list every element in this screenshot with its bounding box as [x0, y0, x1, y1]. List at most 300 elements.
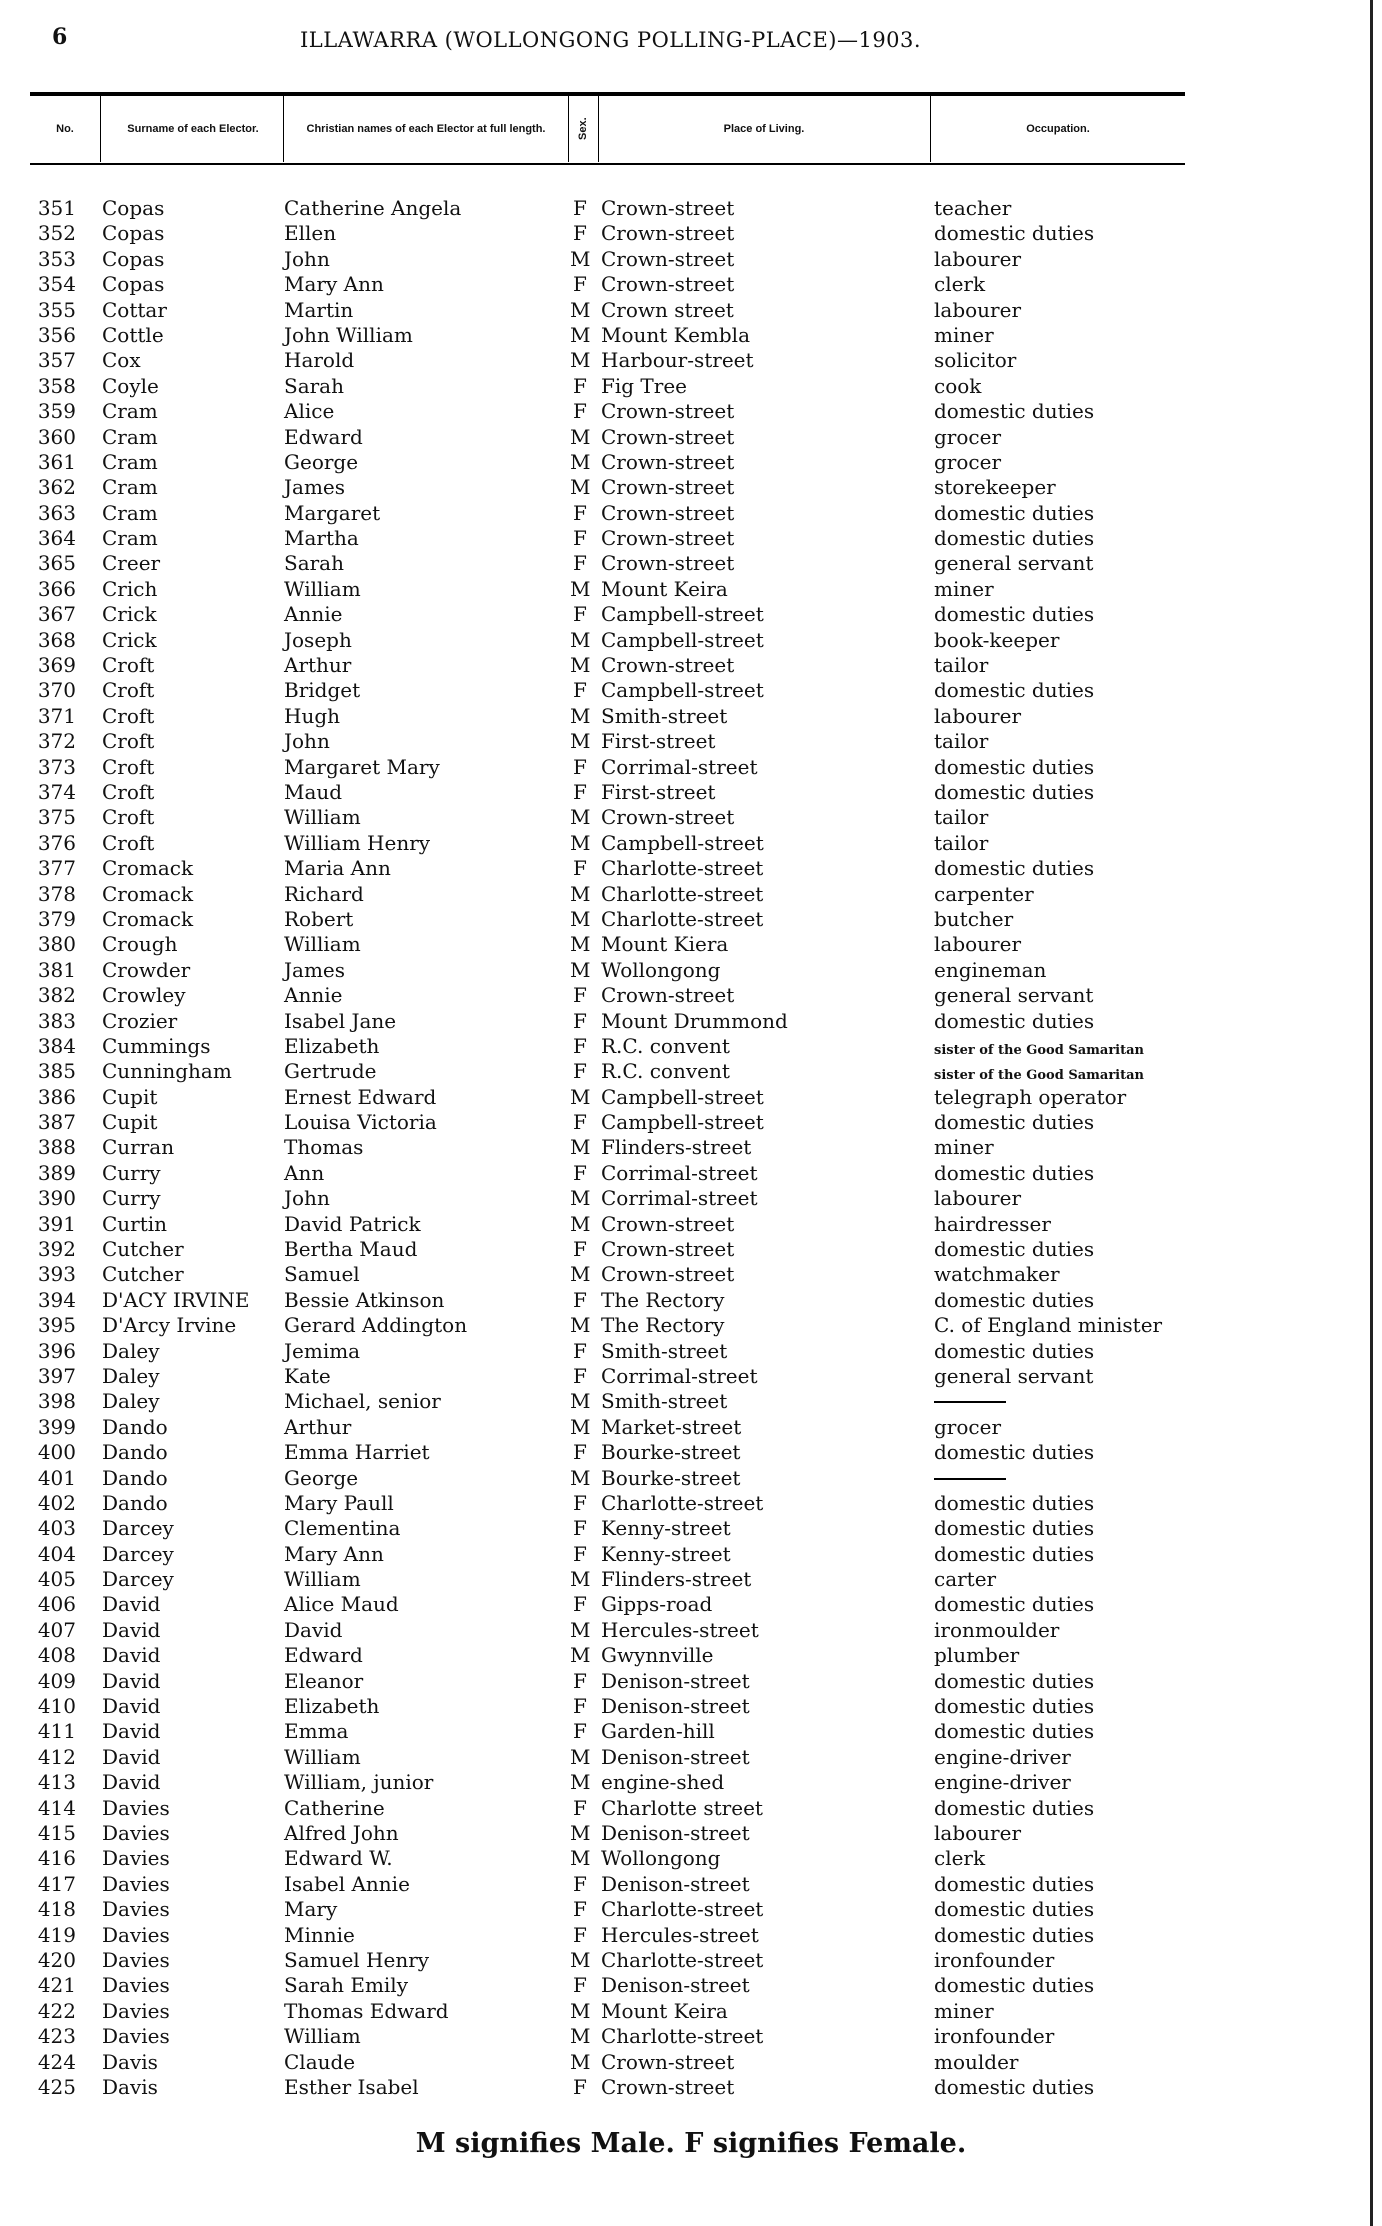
place-of-living-cell: Campbell-street	[601, 1084, 764, 1109]
sex-cell: M	[570, 1135, 591, 1160]
place-of-living-cell: R.C. convent	[601, 1033, 730, 1058]
sex-cell: F	[573, 779, 587, 804]
christian-names-cell: Edward	[284, 424, 363, 449]
occupation-dash	[934, 1478, 1006, 1480]
table-row	[0, 1618, 1382, 1643]
christian-names-cell: Louisa Victoria	[284, 1110, 437, 1135]
place-of-living-cell: Mount Keira	[601, 1998, 728, 2023]
sex-cell: F	[573, 1059, 587, 1084]
elector-number: 366	[37, 576, 76, 601]
table-row	[0, 526, 1382, 551]
surname-cell: Croft	[102, 729, 155, 754]
sex-cell: F	[573, 1033, 587, 1058]
christian-names-cell: Sarah	[284, 373, 344, 398]
table-row	[0, 653, 1382, 678]
table-row	[0, 1923, 1382, 1948]
christian-names-cell: George	[284, 1465, 359, 1490]
elector-number: 359	[37, 399, 76, 424]
occupation-cell: book-keeper	[934, 627, 1060, 652]
christian-names-cell: Margaret	[284, 500, 381, 525]
table-row	[0, 729, 1382, 754]
occupation-cell: domestic duties	[934, 1237, 1095, 1262]
sex-cell: F	[573, 1694, 587, 1719]
surname-cell: Crick	[102, 627, 157, 652]
surname-cell: Daley	[102, 1338, 160, 1363]
table-row	[0, 1135, 1382, 1160]
elector-number: 364	[37, 526, 76, 551]
place-of-living-cell: Wollongong	[601, 957, 721, 982]
occupation-cell: ironfounder	[934, 2024, 1055, 2049]
surname-cell: Croft	[102, 653, 155, 678]
occupation-cell: tailor	[934, 653, 989, 678]
place-of-living-cell: Charlotte-street	[601, 1897, 764, 1922]
christian-names-cell: Michael, senior	[284, 1389, 441, 1414]
elector-number: 389	[37, 1160, 76, 1185]
elector-number: 370	[37, 678, 76, 703]
surname-cell: Crough	[102, 932, 178, 957]
sex-cell: F	[573, 1160, 587, 1185]
table-row	[0, 1212, 1382, 1237]
surname-cell: Darcey	[102, 1567, 174, 1592]
place-of-living-cell: Charlotte-street	[601, 906, 764, 931]
occupation-cell: cook	[934, 373, 982, 398]
elector-number: 423	[37, 2024, 76, 2049]
table-row	[0, 1237, 1382, 1262]
occupation-cell: domestic duties	[934, 1922, 1095, 1947]
table-row	[0, 1415, 1382, 1440]
elector-number: 383	[37, 1008, 76, 1033]
occupation-cell: C. of England minister	[934, 1313, 1163, 1338]
christian-names-cell: James	[284, 957, 346, 982]
sex-cell: F	[573, 1363, 587, 1388]
elector-number: 374	[37, 779, 76, 804]
occupation-cell: domestic duties	[934, 399, 1095, 424]
elector-number: 420	[37, 1947, 76, 1972]
elector-number: 356	[37, 322, 76, 347]
elector-number: 418	[37, 1897, 76, 1922]
table-row	[0, 1796, 1382, 1821]
elector-number: 400	[37, 1440, 76, 1465]
surname-cell: Davies	[102, 1922, 170, 1947]
elector-number: 417	[37, 1871, 76, 1896]
christian-names-cell: Bessie Atkinson	[284, 1287, 445, 1312]
header-bottom-rule	[30, 163, 1185, 165]
page-title: ILLAWARRA (WOLLONGONG POLLING-PLACE)—1903.	[300, 28, 922, 52]
place-of-living-cell: Corrimal-street	[601, 1363, 758, 1388]
surname-cell: Davies	[102, 1897, 170, 1922]
occupation-cell: sister of the Good Samaritan	[934, 1042, 1144, 1058]
sex-cell: M	[570, 653, 591, 678]
place-of-living-cell: Crown-street	[601, 1237, 735, 1262]
header-place-of-living: Place of Living.	[723, 123, 805, 135]
place-of-living-cell: Smith-street	[601, 1338, 728, 1363]
table-row	[0, 602, 1382, 627]
table-row	[0, 1389, 1382, 1414]
surname-cell: Crick	[102, 602, 157, 627]
christian-names-cell: Maud	[284, 779, 343, 804]
surname-cell: Cottar	[102, 297, 167, 322]
table-row	[0, 1262, 1382, 1287]
elector-number: 353	[37, 246, 76, 271]
table-row	[0, 1110, 1382, 1135]
elector-number: 414	[37, 1795, 76, 1820]
place-of-living-cell: Mount Kiera	[601, 932, 729, 957]
sex-cell: M	[570, 1821, 591, 1845]
surname-cell: Cram	[102, 475, 158, 500]
table-row	[0, 1288, 1382, 1313]
occupation-cell: domestic duties	[934, 1897, 1095, 1922]
elector-number: 377	[37, 856, 76, 881]
occupation-cell: carpenter	[934, 881, 1034, 906]
sex-cell: M	[570, 805, 591, 830]
table-row	[0, 1491, 1382, 1516]
sex-cell: M	[570, 424, 591, 449]
surname-cell: D'ACY IRVINE	[102, 1287, 250, 1312]
elector-number: 402	[37, 1490, 76, 1515]
surname-cell: David	[102, 1643, 161, 1668]
table-row	[0, 983, 1382, 1008]
occupation-cell: miner	[934, 322, 994, 347]
occupation-cell: solicitor	[934, 348, 1017, 373]
table-row	[0, 755, 1382, 780]
elector-number: 394	[37, 1287, 76, 1312]
elector-number: 384	[37, 1033, 76, 1058]
sex-cell: F	[573, 1871, 587, 1896]
christian-names-cell: James	[284, 475, 346, 500]
sex-cell: M	[570, 1262, 591, 1287]
sex-cell: M	[570, 703, 591, 728]
occupation-cell: domestic duties	[934, 754, 1095, 779]
place-of-living-cell: Charlotte street	[601, 1795, 763, 1820]
place-of-living-cell: Charlotte-street	[601, 1490, 764, 1515]
sex-cell: M	[570, 1998, 591, 2023]
surname-cell: Crich	[102, 576, 158, 601]
sex-cell: M	[570, 1313, 591, 1338]
occupation-cell: tailor	[934, 830, 989, 855]
table-row	[0, 907, 1382, 932]
surname-cell: Cunningham	[102, 1059, 232, 1084]
surname-cell: Darcey	[102, 1516, 174, 1541]
occupation-cell: butcher	[934, 906, 1014, 931]
occupation-cell: domestic duties	[934, 2074, 1095, 2099]
sex-cell: F	[573, 1516, 587, 1541]
occupation-cell: sister of the Good Samaritan	[934, 1068, 1144, 1084]
occupation-cell: watchmaker	[934, 1262, 1060, 1287]
surname-cell: David	[102, 1592, 161, 1617]
table-row	[0, 1694, 1382, 1719]
elector-number: 412	[37, 1744, 76, 1769]
occupation-cell: carter	[934, 1567, 997, 1592]
table-row	[0, 374, 1382, 399]
table-row	[0, 1897, 1382, 1922]
christian-names-cell: Claude	[284, 2049, 356, 2074]
table-row	[0, 958, 1382, 983]
table-row	[0, 1821, 1382, 1846]
place-of-living-cell: Charlotte-street	[601, 856, 764, 881]
place-of-living-cell: Crown-street	[601, 500, 735, 525]
christian-names-cell: Isabel Jane	[284, 1008, 397, 1033]
header-no: No.	[56, 123, 74, 135]
occupation-cell: miner	[934, 1998, 994, 2023]
elector-number: 419	[37, 1922, 76, 1947]
occupation-cell: engineman	[934, 957, 1047, 982]
table-row	[0, 780, 1382, 805]
christian-names-cell: John	[284, 246, 330, 271]
occupation-cell: engine-driver	[934, 1744, 1071, 1769]
sex-cell: M	[570, 576, 591, 601]
occupation-cell: storekeeper	[934, 475, 1056, 500]
christian-names-cell: Mary Ann	[284, 1541, 384, 1566]
surname-cell: Croft	[102, 805, 155, 830]
christian-names-cell: Harold	[284, 348, 355, 373]
place-of-living-cell: Crown-street	[601, 551, 735, 576]
table-row	[0, 1999, 1382, 2024]
occupation-cell: teacher	[934, 196, 1012, 220]
table-row	[0, 323, 1382, 348]
place-of-living-cell: Flinders-street	[601, 1567, 752, 1592]
surname-cell: Copas	[102, 221, 165, 246]
elector-number: 380	[37, 932, 76, 957]
christian-names-cell: William	[284, 2024, 361, 2049]
place-of-living-cell: Crown-street	[601, 221, 735, 246]
header-christian-names: Christian names of each Elector at full length.	[306, 123, 546, 135]
occupation-cell: labourer	[934, 1821, 1022, 1845]
surname-cell: Crozier	[102, 1008, 178, 1033]
surname-cell: Cummings	[102, 1033, 211, 1058]
place-of-living-cell: Hercules-street	[601, 1922, 759, 1947]
christian-names-cell: Alfred John	[284, 1821, 399, 1845]
place-of-living-cell: Denison-street	[601, 1821, 750, 1845]
table-row	[0, 1364, 1382, 1389]
table-row	[0, 475, 1382, 500]
place-of-living-cell: Corrimal-street	[601, 1186, 758, 1211]
sex-cell: M	[570, 1465, 591, 1490]
elector-number: 379	[37, 906, 76, 931]
sex-cell: F	[573, 1719, 587, 1744]
table-row	[0, 1973, 1382, 1998]
surname-cell: Dando	[102, 1465, 168, 1490]
occupation-cell: domestic duties	[934, 1871, 1095, 1896]
occupation-dash	[934, 1401, 1006, 1403]
table-row	[0, 399, 1382, 424]
surname-cell: Cutcher	[102, 1262, 184, 1287]
surname-cell: Cottle	[102, 322, 164, 347]
christian-names-cell: Martin	[284, 297, 354, 322]
elector-number: 361	[37, 449, 76, 474]
place-of-living-cell: First-street	[601, 729, 716, 754]
place-of-living-cell: Denison-street	[601, 1694, 750, 1719]
sex-cell: F	[573, 1897, 587, 1922]
christian-names-cell: Elizabeth	[284, 1694, 380, 1719]
place-of-living-cell: Denison-street	[601, 1668, 750, 1693]
elector-number: 413	[37, 1770, 76, 1795]
christian-names-cell: William	[284, 1567, 361, 1592]
christian-names-cell: Maria Ann	[284, 856, 391, 881]
elector-number: 368	[37, 627, 76, 652]
surname-cell: Davies	[102, 2024, 170, 2049]
sex-cell: M	[570, 348, 591, 373]
christian-names-cell: Annie	[284, 602, 343, 627]
sex-cell: M	[570, 957, 591, 982]
occupation-cell: domestic duties	[934, 1110, 1095, 1135]
elector-number: 367	[37, 602, 76, 627]
elector-number: 396	[37, 1338, 76, 1363]
elector-number: 422	[37, 1998, 76, 2023]
place-of-living-cell: Campbell-street	[601, 830, 764, 855]
elector-number: 403	[37, 1516, 76, 1541]
table-row	[0, 1313, 1382, 1338]
occupation-cell: domestic duties	[934, 1592, 1095, 1617]
elector-number: 372	[37, 729, 76, 754]
surname-cell: Davis	[102, 2049, 158, 2074]
occupation-cell: grocer	[934, 449, 1002, 474]
occupation-cell: domestic duties	[934, 1160, 1095, 1185]
christian-names-cell: Gerard Addington	[284, 1313, 468, 1338]
table-row	[0, 932, 1382, 957]
elector-number: 404	[37, 1541, 76, 1566]
elector-number: 360	[37, 424, 76, 449]
sex-cell: M	[570, 1947, 591, 1972]
sex-cell: F	[573, 500, 587, 525]
elector-number: 373	[37, 754, 76, 779]
place-of-living-cell: Crown-street	[601, 424, 735, 449]
sex-cell: F	[573, 1592, 587, 1617]
place-of-living-cell: Charlotte-street	[601, 1947, 764, 1972]
occupation-cell: ironmoulder	[934, 1617, 1060, 1642]
sex-cell: F	[573, 1008, 587, 1033]
surname-cell: Cupit	[102, 1084, 158, 1109]
occupation-cell: domestic duties	[934, 1516, 1095, 1541]
sex-cell: M	[570, 1186, 591, 1211]
header-divider	[930, 96, 931, 162]
occupation-cell: domestic duties	[934, 1973, 1095, 1998]
sex-cell: M	[570, 297, 591, 322]
christian-names-cell: Isabel Annie	[284, 1871, 410, 1896]
christian-names-cell: William Henry	[284, 830, 431, 855]
surname-cell: Creer	[102, 551, 161, 576]
place-of-living-cell: Crown-street	[601, 526, 735, 551]
christian-names-cell: William	[284, 932, 361, 957]
table-row	[0, 2075, 1382, 2100]
elector-number: 354	[37, 272, 76, 297]
surname-cell: Davies	[102, 1947, 170, 1972]
table-row	[0, 1542, 1382, 1567]
place-of-living-cell: Crown-street	[601, 272, 735, 297]
elector-number: 416	[37, 1846, 76, 1871]
place-of-living-cell: Corrimal-street	[601, 1160, 758, 1185]
sex-legend-footer: M signifies Male. F signifies Female.	[415, 2128, 967, 2159]
surname-cell: Cromack	[102, 881, 194, 906]
sex-cell: M	[570, 1770, 591, 1795]
occupation-cell: labourer	[934, 246, 1022, 271]
occupation-cell: grocer	[934, 1414, 1002, 1439]
table-row	[0, 1186, 1382, 1211]
place-of-living-cell: Crown-street	[601, 2049, 735, 2074]
christian-names-cell: William	[284, 576, 361, 601]
christian-names-cell: Mary Paull	[284, 1490, 394, 1515]
sex-cell: F	[573, 1973, 587, 1998]
surname-cell: David	[102, 1770, 161, 1795]
place-of-living-cell: Mount Kembla	[601, 322, 751, 347]
christian-names-cell: Catherine Angela	[284, 196, 462, 220]
surname-cell: Crowley	[102, 983, 186, 1008]
elector-number: 363	[37, 500, 76, 525]
place-of-living-cell: Crown-street	[601, 449, 735, 474]
place-of-living-cell: First-street	[601, 779, 716, 804]
occupation-cell: miner	[934, 1135, 994, 1160]
sex-cell: M	[570, 627, 591, 652]
elector-number: 405	[37, 1567, 76, 1592]
sex-cell: F	[573, 373, 587, 398]
surname-cell: Davies	[102, 1998, 170, 2023]
surname-cell: Crowder	[102, 957, 191, 982]
table-row	[0, 348, 1382, 373]
occupation-cell: engine-driver	[934, 1770, 1071, 1795]
place-of-living-cell: Hercules-street	[601, 1617, 759, 1642]
surname-cell: Davies	[102, 1871, 170, 1896]
surname-cell: Curtin	[102, 1211, 168, 1236]
place-of-living-cell: Crown-street	[601, 1211, 735, 1236]
surname-cell: David	[102, 1694, 161, 1719]
surname-cell: Curry	[102, 1186, 161, 1211]
sex-cell: F	[573, 856, 587, 881]
occupation-cell: domestic duties	[934, 1287, 1095, 1312]
christian-names-cell: Gertrude	[284, 1059, 377, 1084]
christian-names-cell: Margaret Mary	[284, 754, 440, 779]
place-of-living-cell: Campbell-street	[601, 1110, 764, 1135]
table-row	[0, 1948, 1382, 1973]
place-of-living-cell: Flinders-street	[601, 1135, 752, 1160]
elector-number: 352	[37, 221, 76, 246]
place-of-living-cell: Crown-street	[601, 2074, 735, 2099]
header-divider	[598, 96, 599, 162]
sex-cell: M	[570, 475, 591, 500]
christian-names-cell: John	[284, 1186, 330, 1211]
surname-cell: Cram	[102, 526, 158, 551]
table-row	[0, 2050, 1382, 2075]
table-row	[0, 1009, 1382, 1034]
surname-cell: Cupit	[102, 1110, 158, 1135]
elector-number: 393	[37, 1262, 76, 1287]
occupation-cell: labourer	[934, 703, 1022, 728]
surname-cell: Daley	[102, 1389, 160, 1414]
christian-names-cell: Mary	[284, 1897, 338, 1922]
place-of-living-cell: Crown-street	[601, 1262, 735, 1287]
surname-cell: Cromack	[102, 856, 194, 881]
occupation-cell: domestic duties	[934, 602, 1095, 627]
elector-number: 398	[37, 1389, 76, 1414]
header-sex: Sex.	[577, 117, 589, 141]
occupation-cell: domestic duties	[934, 1795, 1095, 1820]
header-surname: Surname of each Elector.	[127, 123, 259, 135]
christian-names-cell: Joseph	[284, 627, 352, 652]
christian-names-cell: Bertha Maud	[284, 1237, 418, 1262]
elector-number: 382	[37, 983, 76, 1008]
christian-names-cell: Hugh	[284, 703, 341, 728]
elector-number: 397	[37, 1363, 76, 1388]
sex-cell: M	[570, 1414, 591, 1439]
elector-number: 410	[37, 1694, 76, 1719]
occupation-cell: clerk	[934, 1846, 986, 1871]
surname-cell: Curry	[102, 1160, 161, 1185]
elector-number: 381	[37, 957, 76, 982]
christian-names-cell: Annie	[284, 983, 343, 1008]
place-of-living-cell: Smith-street	[601, 703, 728, 728]
sex-cell: F	[573, 1237, 587, 1262]
place-of-living-cell: Gipps-road	[601, 1592, 713, 1617]
surname-cell: Cutcher	[102, 1237, 184, 1262]
sex-cell: M	[570, 906, 591, 931]
